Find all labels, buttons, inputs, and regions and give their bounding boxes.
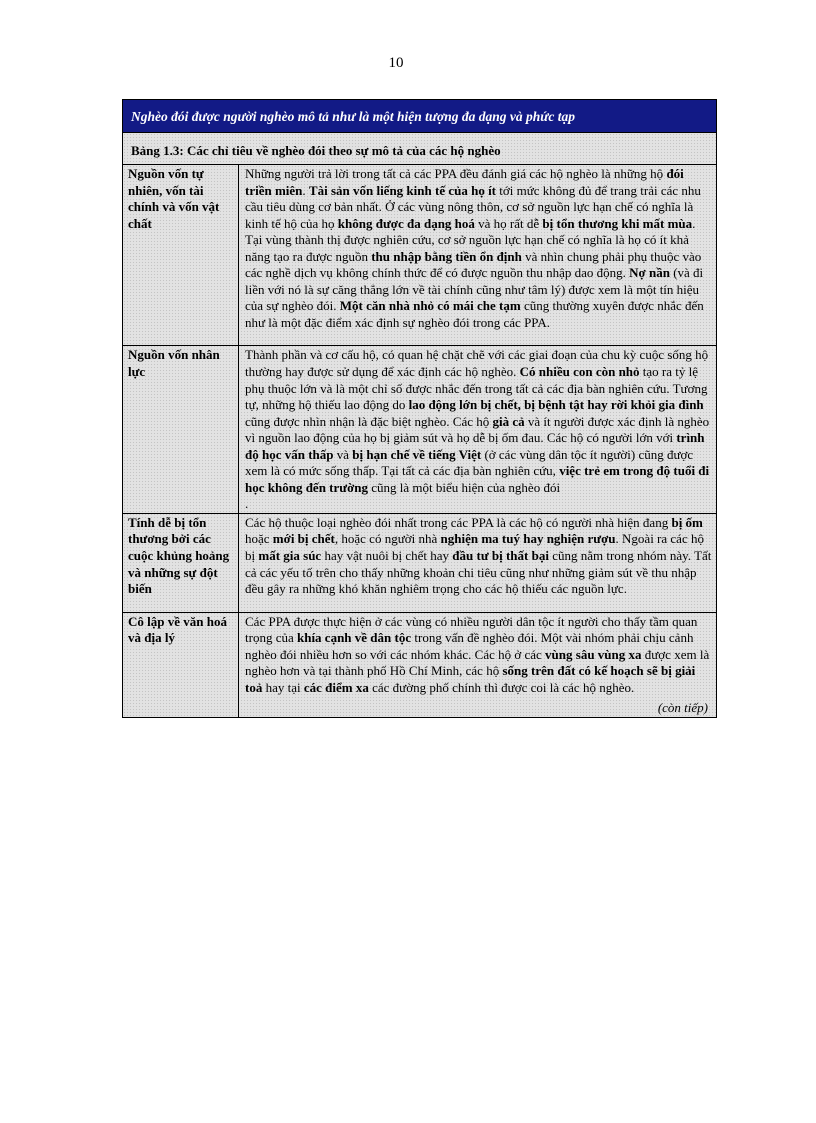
emphasis-text: đói triền miên: [245, 166, 684, 198]
emphasis-text: các điểm xa: [303, 679, 369, 695]
row-label: Nguồn vốn tự nhiên, vốn tài chính và vốn vật chất: [123, 165, 239, 346]
continued-note: (còn tiếp): [657, 700, 708, 716]
indicator-table: [123, 165, 716, 717]
table-row: [123, 165, 716, 346]
page-number: 10: [388, 55, 404, 71]
body-text: Thành phần và cơ cấu hộ, có quan hệ chặt chẽ với các giai đoạn của chu kỳ cuộc sống hộ thường hay được sử dụng để xác định các hộ nghèo.: [245, 347, 709, 380]
body-text: . Ngoài ra các hộ bị: [245, 531, 704, 564]
body-text: Các PPA được thực hiện ở các vùng có nhiều người dân tộc ít người cho thấy tầm quan trọng của: [245, 613, 698, 646]
body-text: cũng nằm trong nhóm này. Tất cả các yếu tố trên cho thấy những khoản chi tiêu cũng như những giảm sút về thu nhập đều gây ra những khó khăn nghiêm trọng cho các hộ thiếu các nguồn lực.: [245, 548, 712, 597]
body-text: trong vấn đề nghèo đói. Một vài nhóm phải chịu cảnh nghèo đói nhiều hơn so với các nhóm khác. Các hộ ở các: [245, 630, 694, 662]
emphasis-text: trình độ học vấn thấp: [245, 430, 705, 462]
emphasis-text: nghiện ma tuý hay nghiện rượu: [440, 531, 616, 547]
box-header-title: Nghèo đói được người nghèo mô tả như là một hiện tượng đa dạng và phức tạp: [123, 100, 716, 132]
emphasis-text: Có nhiều con còn nhỏ: [519, 364, 640, 380]
emphasis-text: việc trẻ em trong độ tuổi đi học không đến trường: [245, 463, 710, 495]
row-description: [239, 513, 717, 612]
body-text: hoặc: [245, 531, 273, 547]
row-label: Tính dễ bị tổn thương bởi các cuộc khủng hoảng và những sự đột biến: [123, 513, 239, 612]
body-text: tới mức không đủ để trang trải các nhu cầu tiêu dùng cơ bản nhất. Ở các vùng nông thôn, cơ sở nguồn lực hạn chế có nghĩa là kinh tế hộ của họ: [245, 182, 701, 231]
emphasis-text: không được đa dạng hoá: [337, 215, 475, 231]
emphasis-text: già cả: [492, 413, 525, 429]
emphasis-text: khía cạnh về dân tộc: [296, 630, 412, 646]
body-text: . Tại vùng thành thị được nghiên cứu, cơ sở nguồn lực hạn chế có nghĩa là họ có ít khả năng tạo ra được nguồn: [245, 215, 696, 264]
emphasis-text: bị ốm: [671, 514, 703, 530]
emphasis-text: mất gia súc: [258, 548, 322, 564]
body-text: được xem là nghèo hơn và tại thành phố Hồ Chí Minh, các hộ: [245, 646, 710, 679]
table-row: [123, 612, 716, 717]
row-description: [239, 346, 717, 513]
row-trailing-mark: .: [245, 496, 249, 512]
row-description: [239, 165, 717, 346]
emphasis-text: vùng sâu vùng xa: [545, 646, 642, 662]
table-row: [123, 513, 716, 612]
body-text: và: [333, 446, 353, 462]
body-text: các đường phố chính thì được coi là các hộ nghèo.: [368, 679, 635, 695]
body-text: cũng được nhìn nhận là đặc biệt nghèo. Các hộ: [245, 413, 493, 429]
row-label: Cô lập về văn hoá và địa lý: [123, 612, 239, 717]
emphasis-text: lao động lớn bị chết, bị bệnh tật hay rời khỏi gia đình: [408, 397, 704, 413]
emphasis-text: sống trên đất có kế hoạch sẽ bị giải toả: [245, 663, 696, 695]
body-text: Những người trả lời trong tất cả các PPA đều đánh giá các hộ nghèo là những hộ: [245, 166, 667, 181]
emphasis-text: Tài sản vốn liếng kinh tế của họ ít: [308, 182, 497, 198]
body-text: tạo ra tỷ lệ phụ thuộc lớn và là một chỉ số được nhắc đến trong tất cả các địa bàn nghiên cứu. Tương tự, những hộ thiếu lao động do: [245, 364, 708, 413]
body-text: hay tại: [262, 679, 304, 695]
body-text: Các hộ thuộc loại nghèo đói nhất trong các PPA là các hộ có người nhà hiện đang: [245, 514, 672, 530]
emphasis-text: đầu tư bị thất bại: [452, 548, 549, 564]
body-text: .: [302, 182, 309, 198]
emphasis-text: bị tổn thương khi mất mùa: [542, 215, 693, 231]
body-text: và ít người được xác định là nghèo vì nguồn lao động của họ bị giảm sút và họ dễ bị ốm đau. Các hộ có người lớn với: [245, 413, 710, 446]
table-row: [123, 346, 716, 513]
body-text: cũng là một biểu hiện của nghèo đói: [368, 479, 561, 495]
body-text: và họ rất dễ: [474, 215, 543, 231]
body-text: (và đi liền với nó là sự căng thẳng lớn về tài chính cũng như tâm lý) được xem là một tín hiệu của sự nghèo đói.: [245, 265, 704, 314]
emphasis-text: mới bị chết: [272, 531, 335, 547]
row-description: [239, 612, 717, 717]
emphasis-text: bị hạn chế về tiếng Việt: [352, 446, 482, 462]
poverty-indicator-box: [122, 99, 717, 718]
body-text: và nhìn chung phải phụ thuộc vào các nghề dịch vụ không chính thức để có được nguồn thu nhập dao động.: [245, 248, 702, 281]
table-caption: Bảng 1.3: Các chỉ tiêu về nghèo đói theo sự mô tả của các hộ nghèo: [123, 132, 716, 165]
body-text: hay vật nuôi bị chết hay: [321, 548, 453, 564]
body-text: (ở các vùng dân tộc ít người) cũng được xem là có mức sống thấp. Tại tất cả các địa bàn nghiên cứu,: [245, 446, 694, 479]
emphasis-text: Nợ nần: [629, 265, 670, 281]
emphasis-text: Một căn nhà nhỏ có mái che tạm: [339, 298, 521, 314]
body-text: cũng thường xuyên được nhắc đến như là một đặc điểm xác định sự nghèo đói trong các PPA.: [245, 298, 704, 330]
emphasis-text: thu nhập bằng tiền ổn định: [371, 248, 522, 264]
body-text: , hoặc có người nhà: [334, 531, 441, 547]
row-label: Nguồn vốn nhân lực: [123, 346, 239, 513]
